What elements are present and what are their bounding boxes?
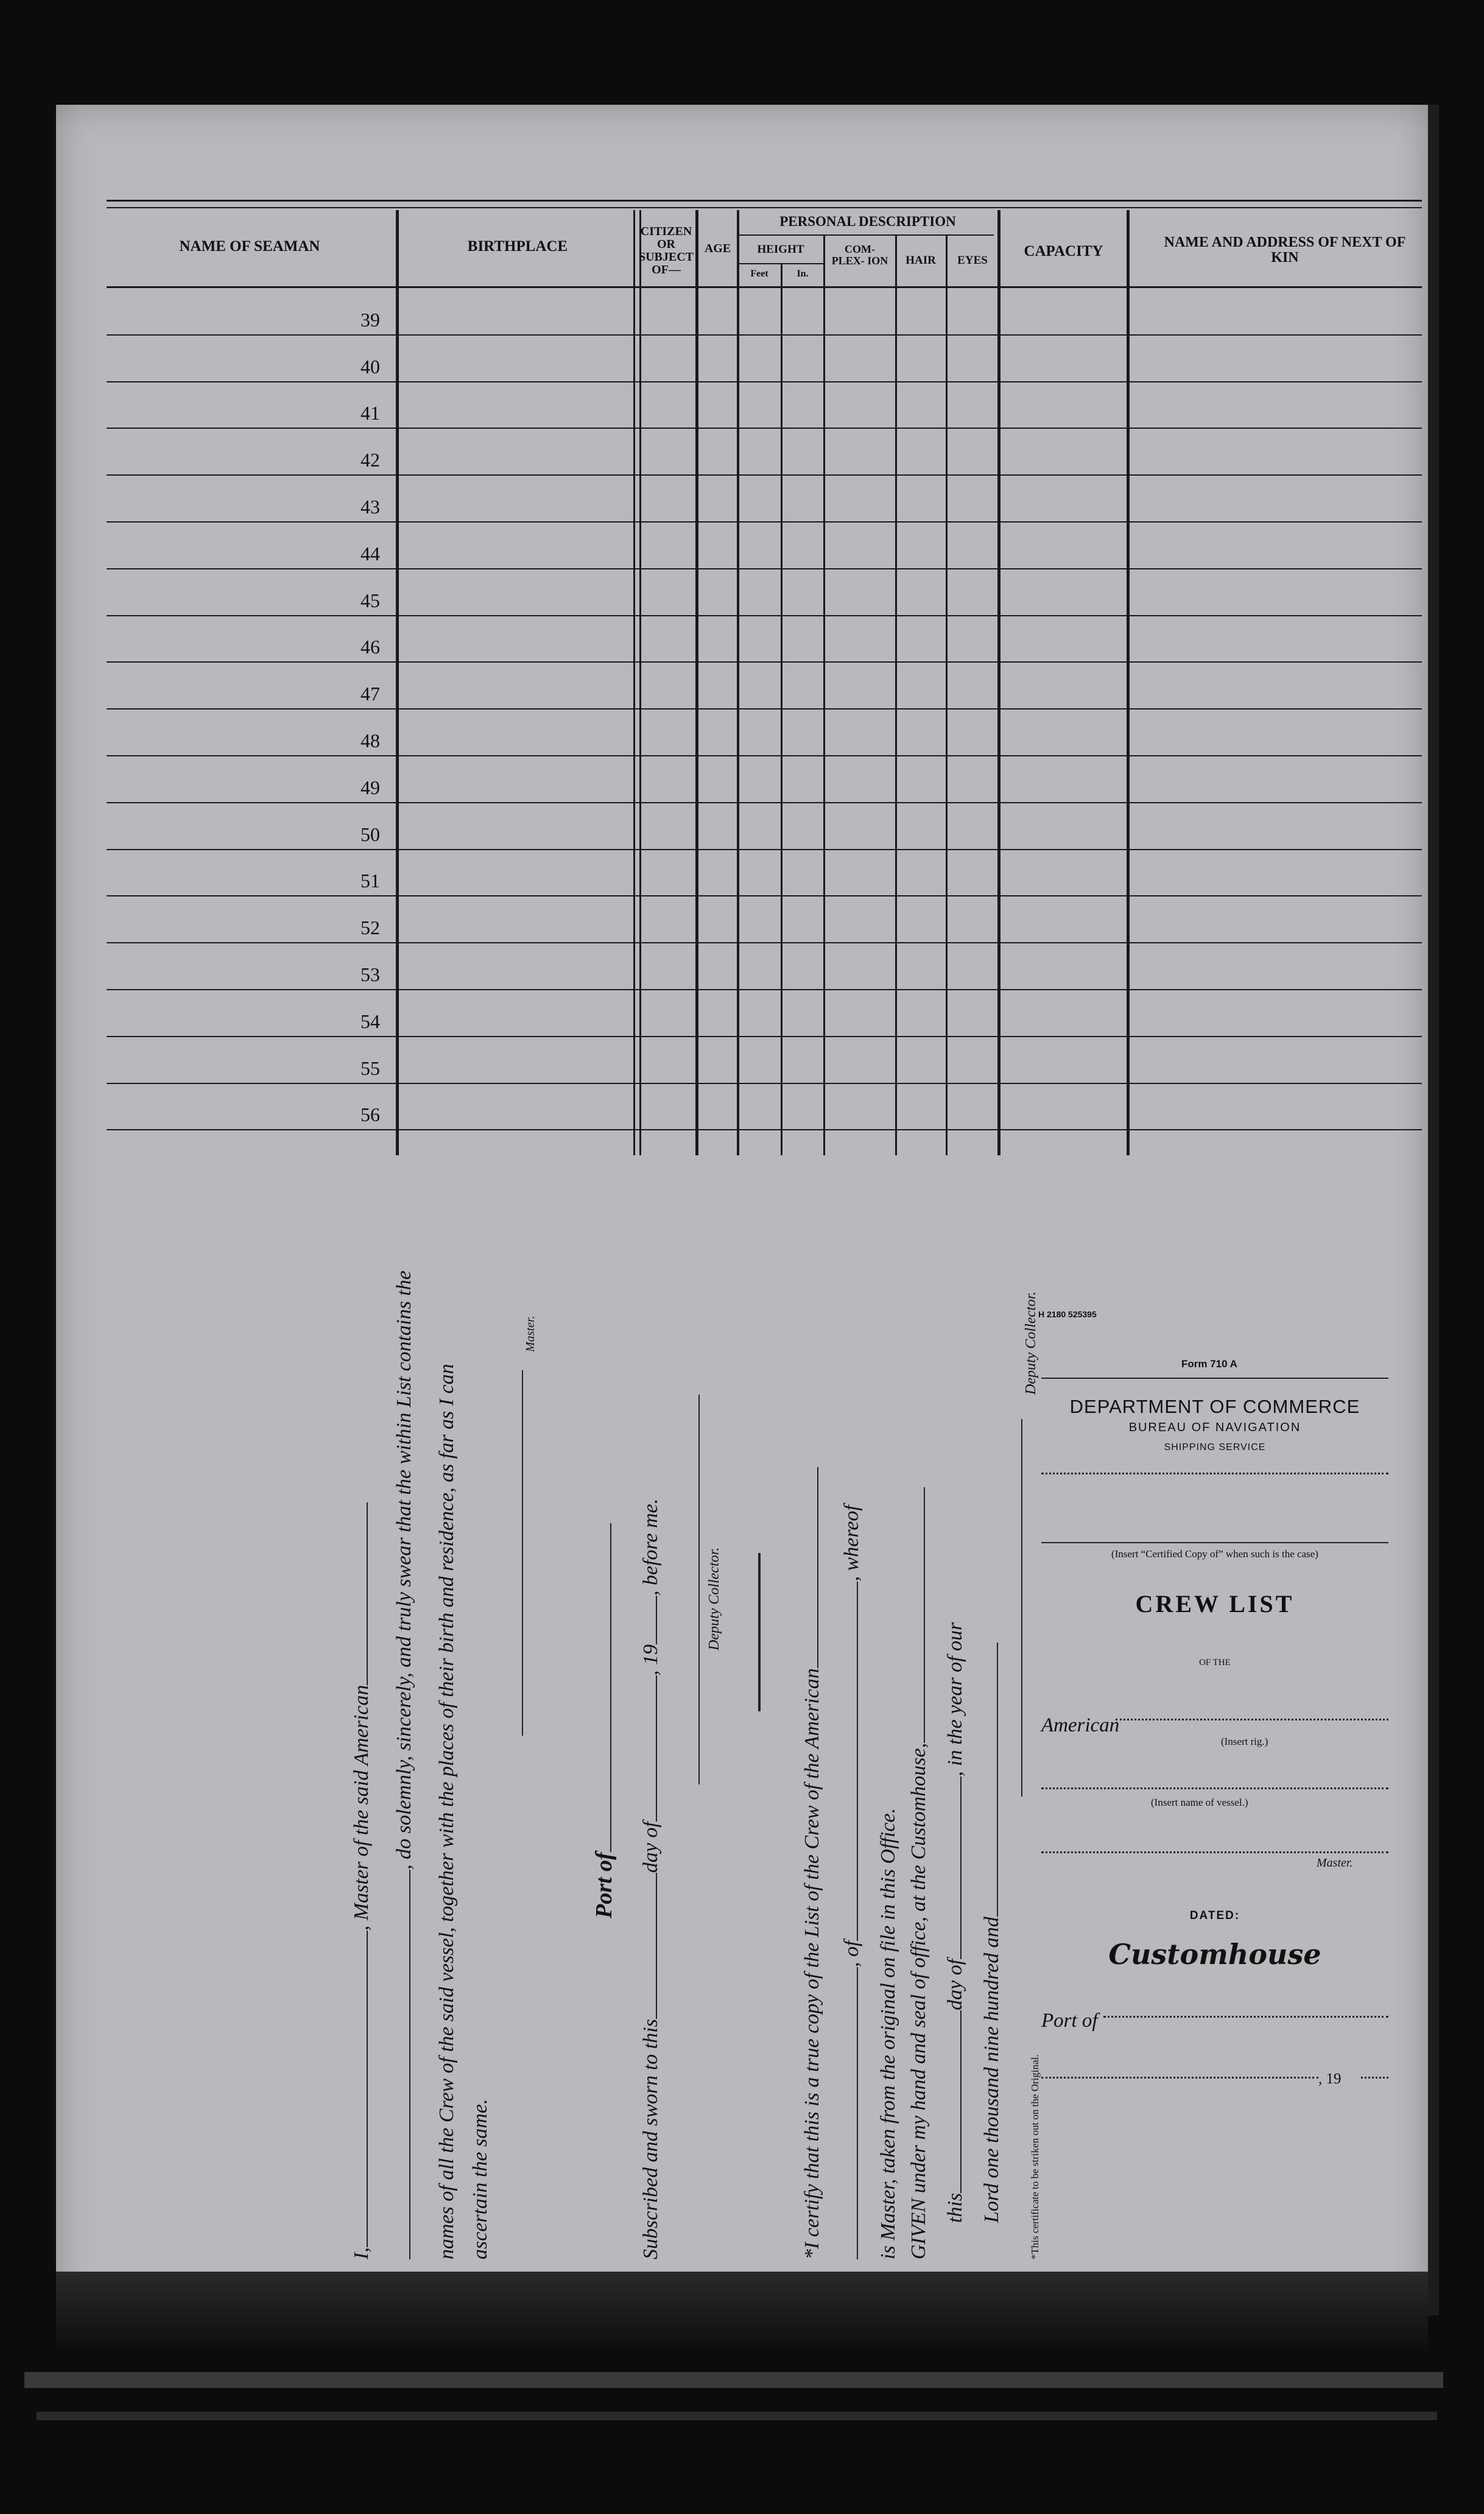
- header-feet: Feet: [750, 269, 768, 279]
- american-label: American: [1041, 1714, 1120, 1736]
- port-of-label-cover: Port of: [1041, 2010, 1098, 2032]
- separator-rule: [758, 1553, 761, 1711]
- rig-field[interactable]: [1116, 1719, 1388, 1720]
- cover-rule: [1041, 1473, 1388, 1474]
- master-signature-line: [505, 1370, 529, 1736]
- bureau-heading: BUREAU OF NAVIGATION: [1128, 1421, 1301, 1434]
- column-divider: [997, 210, 1000, 1155]
- insert-name-label: (Insert name of vessel.): [1151, 1797, 1248, 1808]
- certificate-vessel-field[interactable]: [801, 1467, 818, 1668]
- certificate-line-4: [907, 1487, 930, 2259]
- oath-line-3: names of all the Crew of the said vessel, together with the places of their birth and residence, as far as I can: [435, 1364, 458, 2259]
- row-number: 45: [360, 590, 380, 611]
- insert-certified-note: (Insert “Certified Copy of” when such is the case): [1111, 1548, 1318, 1560]
- row-number: 42: [360, 449, 380, 471]
- oath-line-4: ascertain the same.: [469, 2099, 491, 2259]
- table-row-rule: [107, 849, 1422, 850]
- row-number: 51: [360, 870, 380, 892]
- print-code: H 2180 525395: [1038, 1309, 1097, 1319]
- deputy-collector-label-1: Deputy Collector.: [706, 1547, 722, 1650]
- certificate-given-text: GIVEN under my hand and seal of office, at the Customhouse,: [907, 1742, 930, 2259]
- table-row-rule: [107, 802, 1422, 803]
- row-number: 39: [360, 309, 380, 331]
- page-edge-shadow: [1428, 105, 1439, 2315]
- header-height: HEIGHT: [757, 243, 804, 256]
- table-row-rule: [107, 568, 1422, 569]
- master-label: Master.: [524, 1315, 537, 1352]
- of-the-label: OF THE: [1199, 1658, 1231, 1667]
- table-row-rule: [107, 895, 1422, 896]
- insert-rig-label: (Insert rig.): [1221, 1736, 1268, 1747]
- port-field[interactable]: [594, 1523, 611, 1852]
- cover-top-rule: [1041, 1378, 1388, 1379]
- header-hair: HAIR: [906, 254, 936, 267]
- oath-line-1: [350, 1502, 373, 2259]
- table-row-rule: [107, 381, 1422, 382]
- table-row-rule: [107, 708, 1422, 709]
- header-eyes: EYES: [957, 254, 988, 267]
- table-row-rule: [107, 1036, 1422, 1037]
- certificate-day-of-text: day of: [944, 1959, 966, 2010]
- row-number: 52: [360, 917, 380, 938]
- before-me-text: , before me.: [639, 1498, 662, 1596]
- oath-line-2: [393, 1270, 416, 2259]
- column-divider: [396, 210, 399, 1155]
- master-label-cover: Master.: [1317, 1856, 1353, 1870]
- table-row-rule: [107, 1083, 1422, 1084]
- row-number: 43: [360, 496, 380, 518]
- table-row-rule: [107, 521, 1422, 523]
- certificate-year-field[interactable]: [981, 1643, 998, 1917]
- scan-strip: [24, 2372, 1443, 2388]
- port-field-cover[interactable]: [1103, 2016, 1388, 2018]
- month-field[interactable]: [640, 1675, 657, 1822]
- master-name-field[interactable]: [351, 1931, 368, 2247]
- table-row-rule: [107, 428, 1422, 429]
- vessel-name-field[interactable]: [393, 1870, 410, 2259]
- dated-label: DATED:: [1189, 1909, 1240, 1922]
- certified-copy-line: [1041, 1542, 1388, 1543]
- oath-port-of: [591, 1523, 617, 1918]
- certificate-whereof-text: , whereof: [840, 1505, 863, 1582]
- header-age: AGE: [704, 242, 731, 255]
- deputy-collector-line-2: [1005, 1419, 1028, 1797]
- oath-and-certificate-block: [323, 1270, 1041, 2259]
- certificate-lord-text: Lord one thousand nine hundred and: [980, 1917, 1003, 2223]
- table-row-rule: [107, 474, 1422, 476]
- master-line[interactable]: [1041, 1851, 1388, 1853]
- row-number: 56: [360, 1104, 380, 1125]
- day-field[interactable]: [640, 1873, 657, 2019]
- day-of-text: day of: [639, 1822, 662, 1873]
- row-number: 49: [360, 776, 380, 798]
- certificate-year-text: , in the year of our: [944, 1622, 966, 1776]
- deputy-collector-field-2[interactable]: [1005, 1419, 1022, 1797]
- row-number: 48: [360, 730, 380, 752]
- row-number: 44: [360, 543, 380, 565]
- header-bottom-rule: [107, 286, 1422, 288]
- year-field-cover[interactable]: [1361, 2077, 1388, 2079]
- date-field-cover[interactable]: [1041, 2077, 1318, 2079]
- year-label-cover: , 19: [1318, 2071, 1342, 2087]
- vessel-field[interactable]: [351, 1502, 368, 1685]
- certificate-port-field[interactable]: [841, 1582, 858, 1941]
- certificate-this-text: this: [944, 2192, 966, 2223]
- vessel-name-line[interactable]: [1041, 1787, 1388, 1789]
- certificate-month-field[interactable]: [944, 1776, 962, 1959]
- row-number: 47: [360, 683, 380, 705]
- header-birthplace: BIRTHPLACE: [467, 238, 568, 255]
- table-row-rule: [107, 1129, 1422, 1130]
- column-divider: [823, 234, 825, 1155]
- table-row-rule: [107, 755, 1422, 756]
- oath-master-text: , Master of the said American: [350, 1685, 373, 1931]
- master-signature-field[interactable]: [506, 1370, 523, 1736]
- deputy-collector-field[interactable]: [683, 1395, 700, 1784]
- row-number: 55: [360, 1057, 380, 1079]
- damaged-bottom-edge: [56, 2272, 1428, 2357]
- column-divider: [639, 210, 641, 1155]
- row-number: 53: [360, 963, 380, 985]
- deputy-collector-line-1: [682, 1395, 705, 1784]
- oath-swear-text: , do solemnly, sincerely, and truly swear that the within List contains the: [393, 1270, 415, 1870]
- year-text: , 19: [639, 1644, 662, 1676]
- row-number: 54: [360, 1010, 380, 1032]
- table-row-rule: [107, 661, 1422, 663]
- column-divider: [633, 210, 635, 1155]
- crew-list-title: CREW LIST: [1135, 1590, 1295, 1618]
- year-field[interactable]: [640, 1596, 657, 1644]
- subscribed-line: [639, 1499, 663, 2259]
- header-next-of-kin: NAME AND ADDRESS OF NEXT OF KIN: [1164, 234, 1406, 266]
- header-inches: In.: [797, 269, 809, 279]
- table-row-rule: [107, 989, 1422, 990]
- customhouse-label: Customhouse: [1108, 1938, 1321, 1971]
- column-divider: [895, 234, 897, 1155]
- header-complexion: COM- PLEX- ION: [831, 243, 888, 267]
- certificate-line-1: [801, 1467, 824, 2259]
- table-top-rule: [107, 200, 1422, 202]
- certificate-line-2: [840, 1505, 863, 2259]
- header-personal-description: PERSONAL DESCRIPTION: [779, 214, 956, 229]
- certificate-name-field[interactable]: [841, 1967, 858, 2259]
- subscribed-text: Subscribed and sworn to this: [639, 2019, 662, 2259]
- certificate-footnote: *This certificate to be striken out on the Original.: [1029, 2054, 1041, 2259]
- certificate-day-field[interactable]: [944, 2010, 962, 2193]
- row-number: 40: [360, 356, 380, 378]
- table-row-rule: [107, 334, 1422, 336]
- header-citizen: CITIZEN OR SUBJECT OF—: [638, 225, 694, 276]
- column-divider: [1127, 210, 1130, 1155]
- header-capacity: CAPACITY: [1024, 243, 1103, 259]
- service-heading: SHIPPING SERVICE: [1164, 1442, 1266, 1452]
- row-number: 41: [360, 402, 380, 424]
- certificate-of-text: , of: [840, 1940, 863, 1967]
- department-heading: DEPARTMENT OF COMMERCE: [1069, 1396, 1360, 1417]
- port-of-label: Port of: [591, 1852, 617, 1918]
- certificate-line-6: [980, 1643, 1004, 2223]
- certificate-text-1: *I certify that this is a true copy of the List of the Crew of the American: [801, 1668, 823, 2259]
- certificate-line-3: is Master, taken from the original on file in this Office.: [877, 1808, 899, 2259]
- row-number: 46: [360, 636, 380, 658]
- column-divider: [737, 210, 739, 1155]
- scan-strip: [37, 2412, 1437, 2420]
- row-number: 50: [360, 823, 380, 845]
- oath-i: I,: [350, 2247, 373, 2259]
- customhouse-field[interactable]: [908, 1487, 925, 1743]
- certificate-line-5: [944, 1622, 967, 2223]
- form-number: Form 710 A: [1181, 1358, 1237, 1370]
- table-row-rule: [107, 942, 1422, 943]
- deputy-collector-label-2: Deputy Collector.: [1023, 1291, 1039, 1395]
- column-divider: [946, 234, 948, 1155]
- column-divider: [695, 210, 698, 1155]
- personal-description-rule: [738, 234, 994, 236]
- table-top-rule: [107, 207, 1422, 208]
- header-name-of-seaman: NAME OF SEAMAN: [179, 238, 320, 255]
- table-row-rule: [107, 615, 1422, 616]
